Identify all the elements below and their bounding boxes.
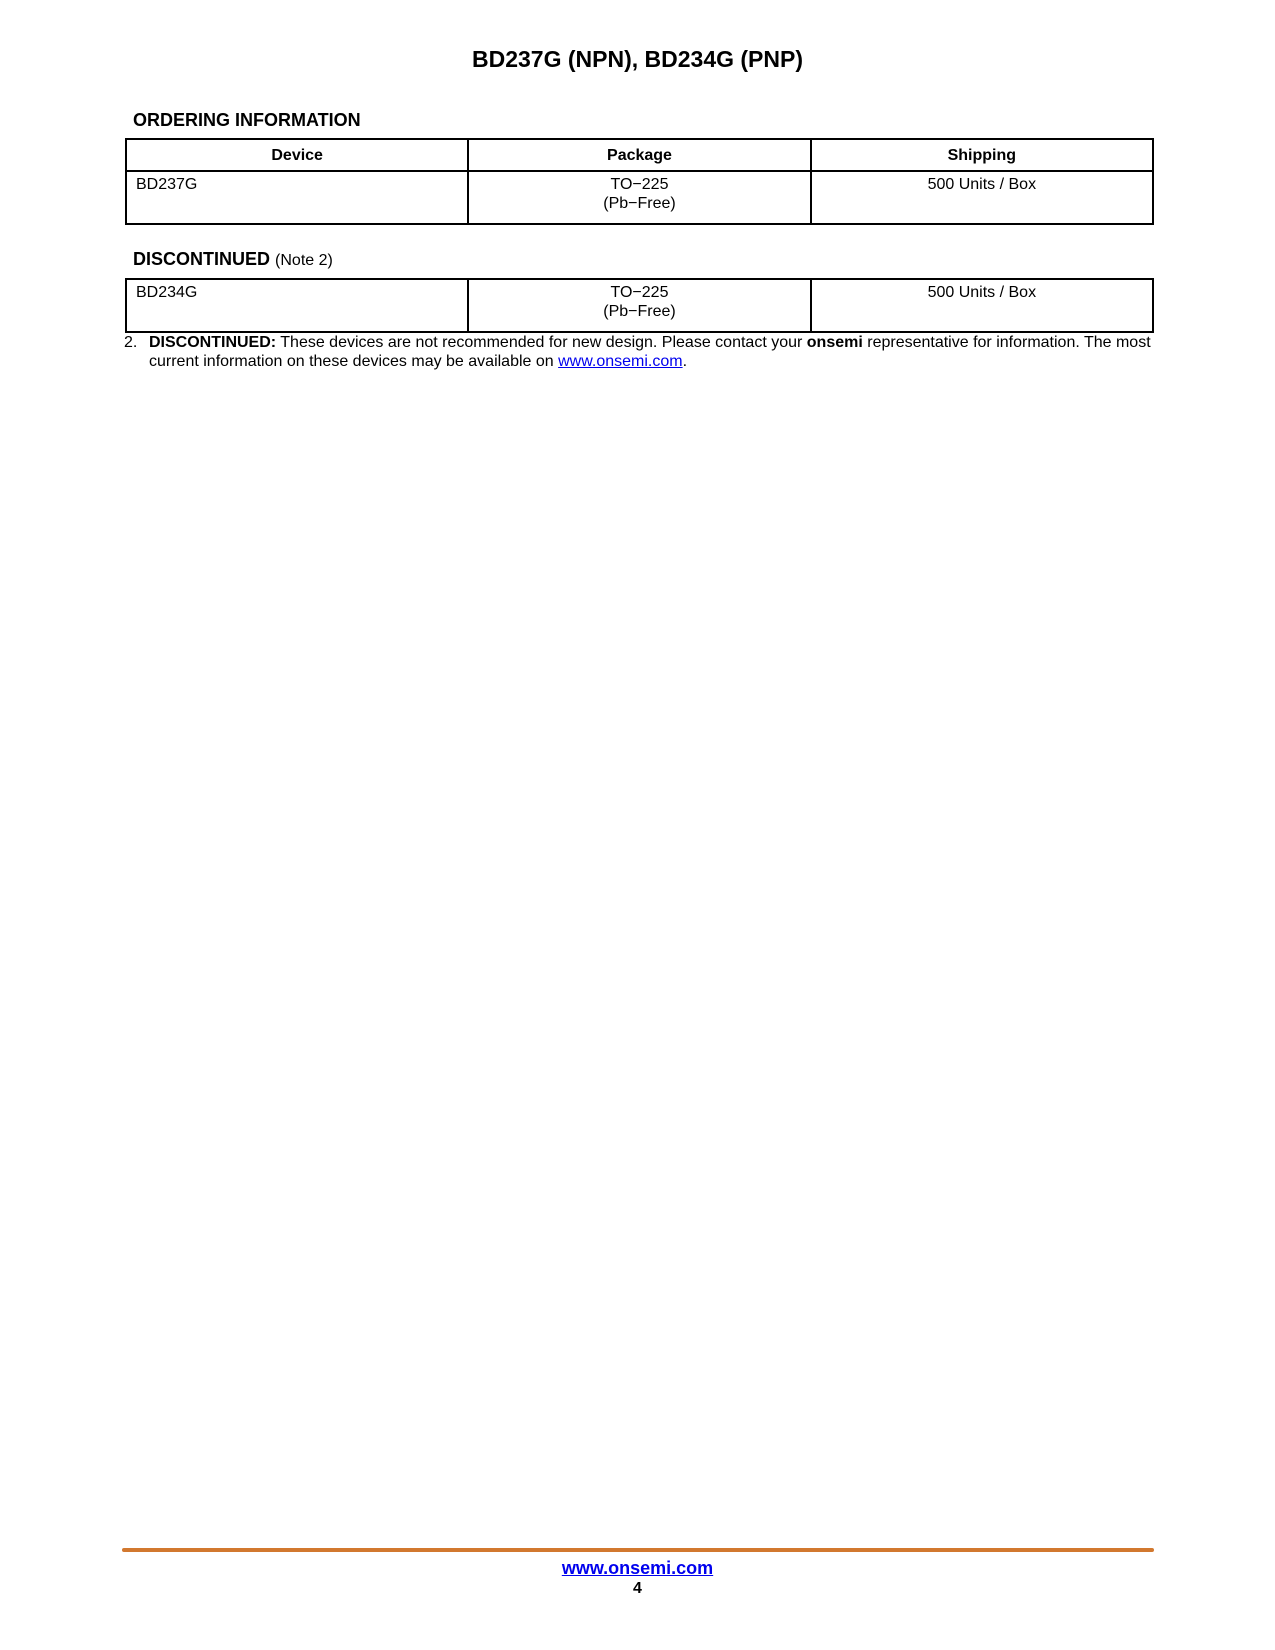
brand-name: onsemi (806, 334, 863, 351)
column-header-shipping: Shipping (811, 139, 1153, 171)
table-header-row (126, 139, 1153, 171)
discontinued-heading-label: DISCONTINUED (133, 249, 271, 269)
footer-website-link[interactable]: www.onsemi.com (561, 1558, 714, 1578)
device-cell: BD237G (126, 171, 468, 224)
footnote-label: DISCONTINUED: (149, 334, 277, 351)
footnote-number: 2. (124, 334, 138, 351)
page-title: BD237G (NPN), BD234G (PNP) (471, 46, 804, 72)
package-lead-free: (Pb−Free) (603, 303, 676, 320)
table-row (126, 279, 1153, 332)
device-cell: BD234G (126, 279, 468, 332)
package-cell (468, 171, 810, 224)
discontinued-heading (133, 249, 333, 270)
column-header-device: Device (126, 139, 468, 171)
footer-divider (122, 1548, 1154, 1552)
footnote-text: These devices are not recommended for new design. Please contact your (276, 334, 807, 351)
package-name: TO−225 (610, 284, 669, 301)
footnote-body (149, 333, 1156, 371)
table-row (126, 171, 1153, 224)
footnote-discontinued (124, 333, 1156, 371)
package-lead-free: (Pb−Free) (603, 195, 676, 212)
page-number: 4 (633, 1580, 642, 1597)
ordering-information-heading: ORDERING INFORMATION (133, 110, 361, 130)
discontinued-table (125, 278, 1154, 333)
shipping-cell: 500 Units / Box (811, 171, 1153, 224)
note-reference: (Note 2) (275, 252, 333, 269)
footer-website (0, 1558, 1275, 1579)
footnote-text: . (682, 353, 688, 370)
footnote-website-link[interactable]: www.onsemi.com (558, 353, 683, 370)
ordering-information-table (125, 138, 1154, 225)
shipping-cell: 500 Units / Box (811, 279, 1153, 332)
package-cell (468, 279, 810, 332)
column-header-package: Package (468, 139, 810, 171)
footnote-text: representative for information. The most current information on these devices may be available on (149, 334, 1151, 370)
package-name: TO−225 (610, 176, 669, 193)
